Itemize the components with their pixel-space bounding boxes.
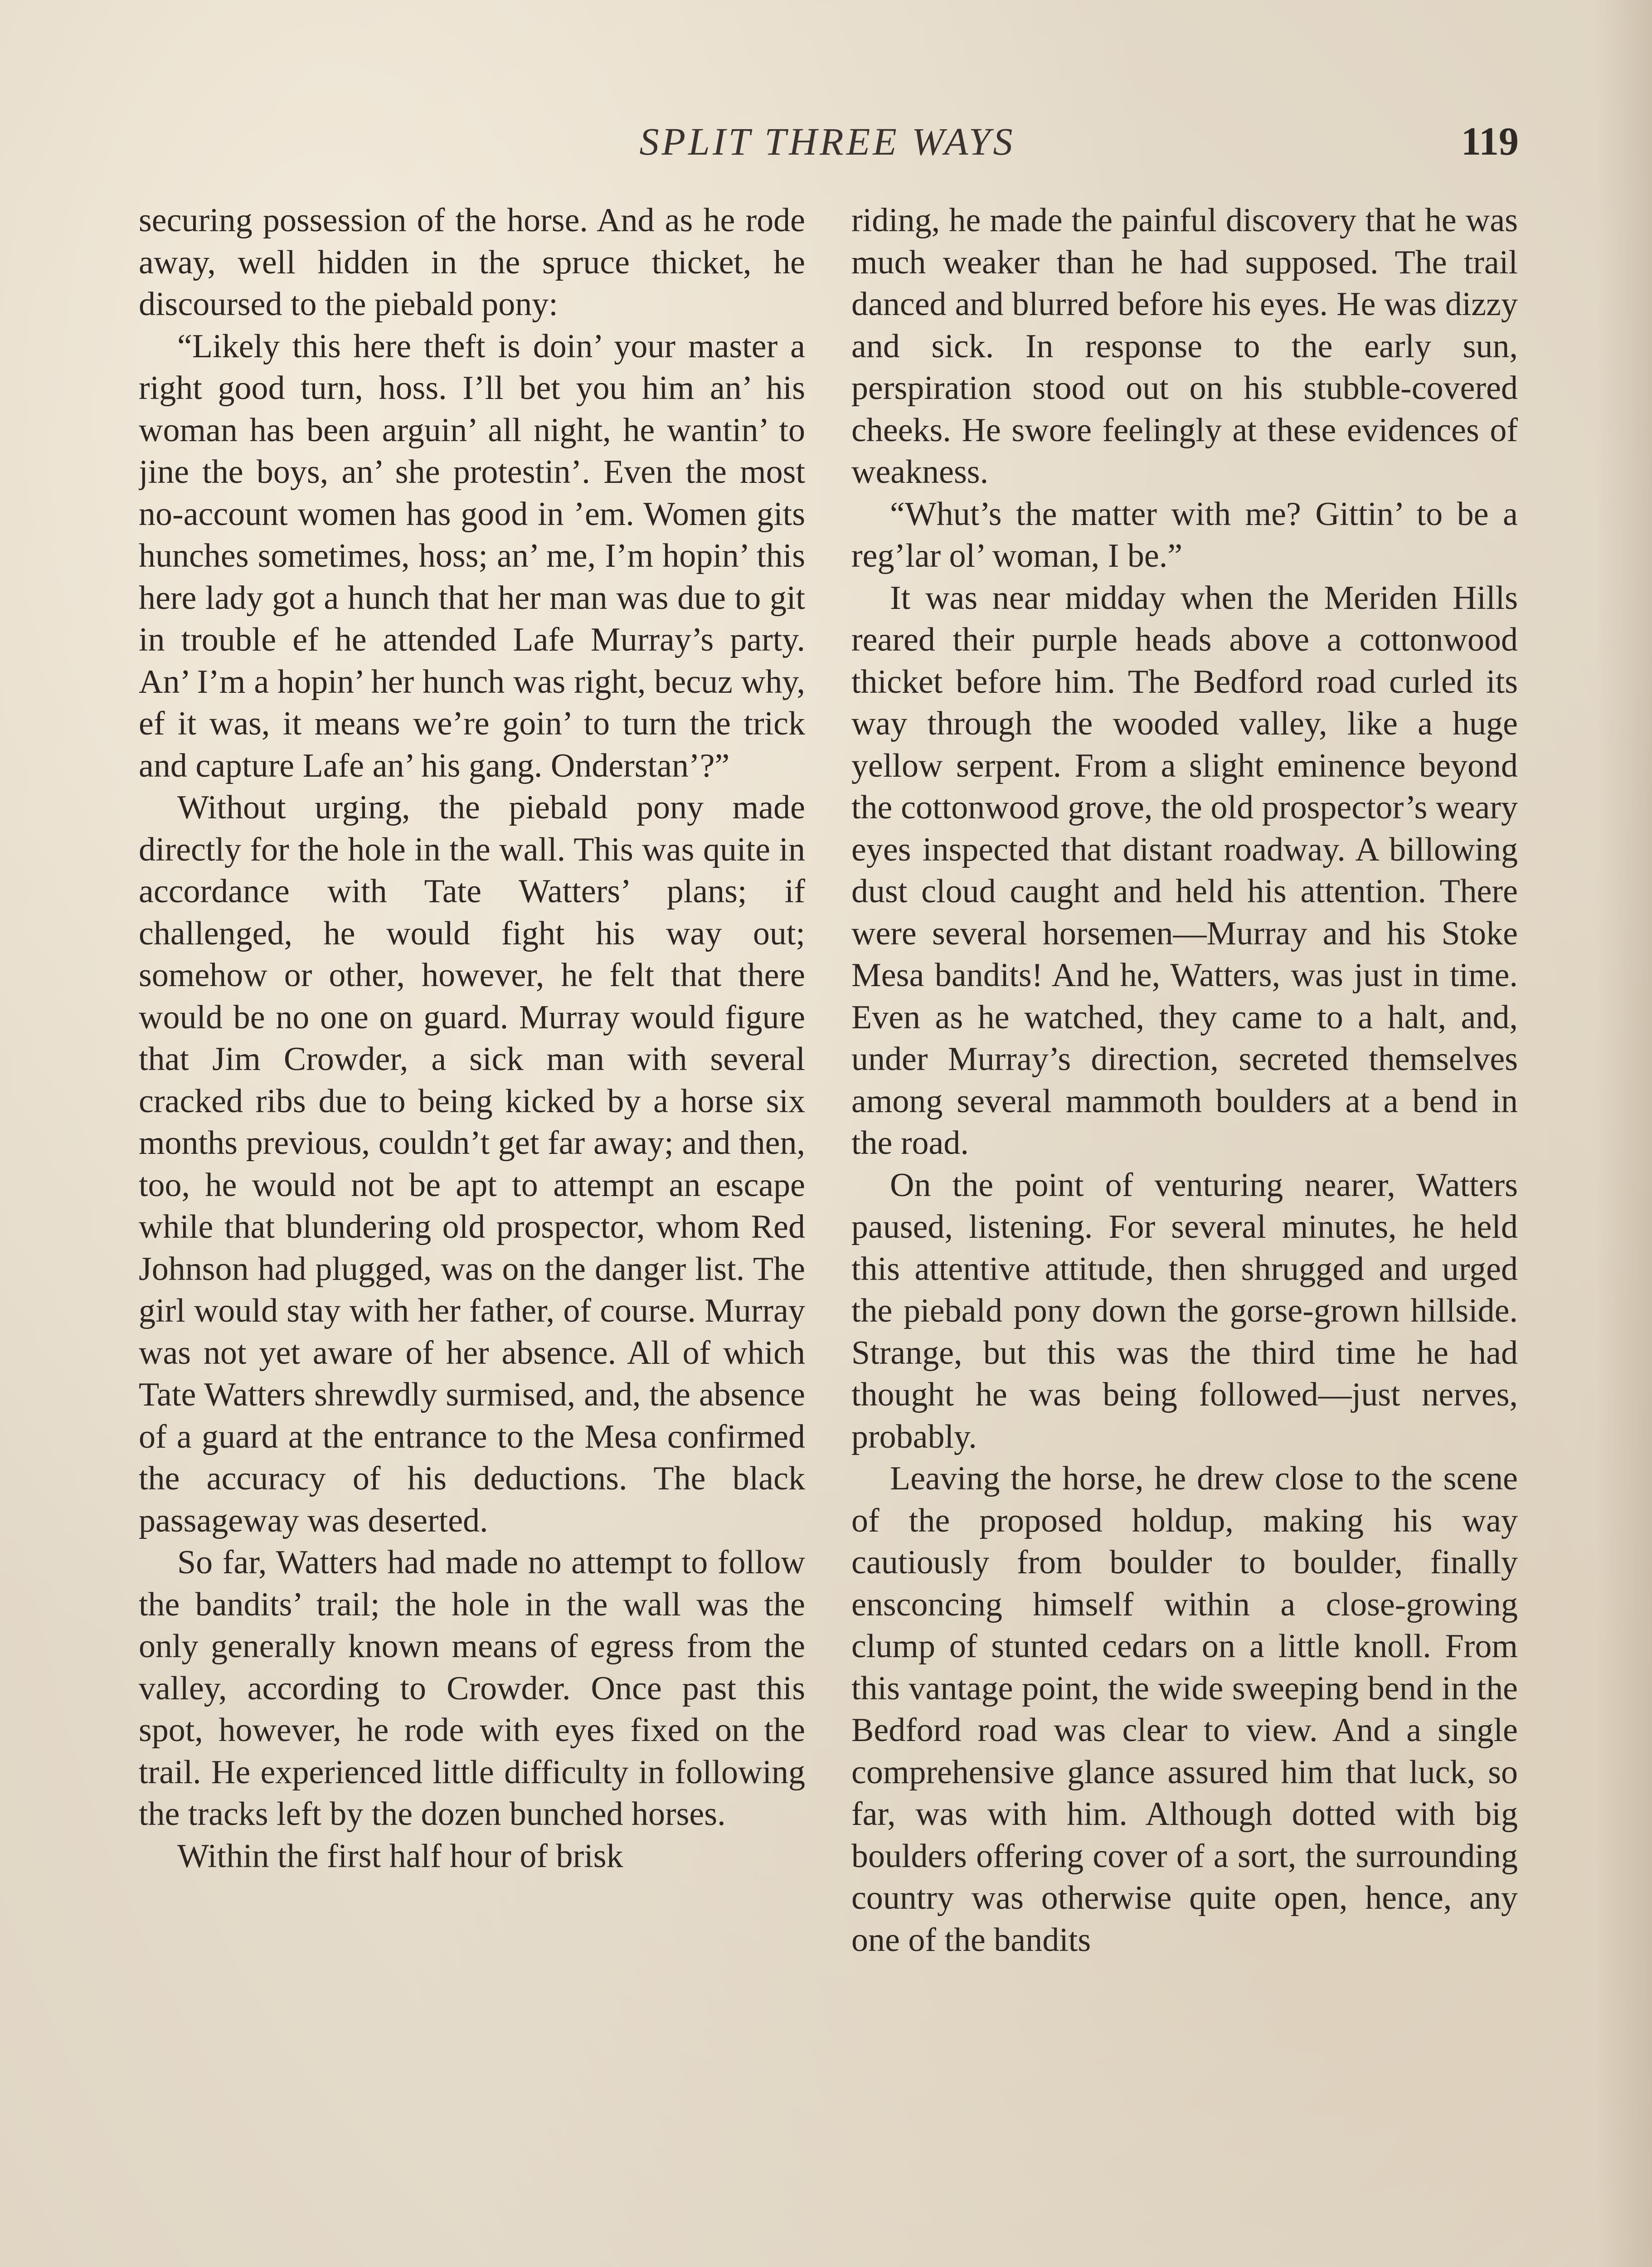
paragraph: “Whut’s the matter with me? Gittin’ to be a reg’lar ol’ woman, I be.” (851, 495, 1518, 574)
paragraph: riding, he made the painful discovery that he was much weaker than he had supposed. The trail danced and blurred before his eyes. He was dizzy and sick. In response to the early sun, perspiration stood out on his stubble-covered cheeks. He swore feelingly at these evidences of weakness. (851, 202, 1518, 491)
paragraph: On the point of venturing nearer, Watters paused, listening. For several minutes, he held this attentive attitude, then shrugged and urged the piebald pony down the gorse-grown hillside. Strange, but this was the third time he had thought he was being followed—just nerves, probably. (851, 1166, 1518, 1455)
right-column (851, 199, 1518, 2267)
paragraph: Within the first half hour of brisk (177, 1837, 623, 1875)
page-number: 119 (1461, 120, 1519, 164)
paragraph: So far, Watters had made no attempt to follow the bandits’ trail; the hole in the wall was the only generally known means of egress from the valley, according to Crowder. Once past this spot, however, he rode with eyes fixed on the trail. He experienced little difficulty in following the tracks left by the dozen bunched horses. (139, 1544, 805, 1833)
page-edge-shadow (1596, 0, 1652, 2267)
left-column (139, 199, 805, 2267)
paragraph: securing possession of the horse. And as he rode away, well hidden in the spruce thicket, he discoursed to the piebald pony: (139, 202, 805, 323)
paragraph: “Likely this here theft is doin’ your master a right good turn, hoss. I’ll bet you him an’ his woman has been arguin’ all night, he wantin’ to jine the boys, an’ she protestin’. Even the most no-account women has good in ’em. Women gits hunches sometimes, hoss; an’ me, I’m hopin’ this here lady got a hunch that her man was due to git in trouble ef he attended Lafe Murray’s party. An’ I’m a hopin’ her hunch was right, becuz why, ef it was, it means we’re goin’ to turn the trick and capture Lafe an’ his gang. Onderstan’?” (139, 327, 805, 784)
running-title: SPLIT THREE WAYS (639, 120, 1015, 163)
paragraph: Without urging, the piebald pony made directly for the hole in the wall. This was quite in accordance with Tate Watters’ plans; if challenged, he would fight his way out; somehow or other, however, he felt that there would be no one on guard. Murray would figure that Jim Crowder, a sick man with several cracked ribs due to being kicked by a horse six months previous, couldn’t get far away; and then, too, he would not be apt to attempt an escape while that blundering old prospector, whom Red Johnson had plugged, was on the danger list. The girl would stay with her father, of course. Murray was not yet aware of her absence. All of which Tate Watters shrewdly surmised, and, the absence of a guard at the entrance to the Mesa confirmed the accuracy of his deductions. The black passageway was deserted. (139, 789, 805, 1539)
paragraph: Leaving the horse, he drew close to the scene of the proposed holdup, making his way cautiously from boulder to boulder, finally ensconcing himself within a close-growing clump of stunted cedars on a little knoll. From this vantage point, the wide sweeping bend in the Bedford road was clear to view. And a single comprehensive glance assured him that luck, so far, was with him. Although dotted with big boulders offering cover of a sort, the surrounding country was otherwise quite open, hence, any one of the bandits (851, 1460, 1518, 1959)
paragraph: It was near midday when the Meriden Hills reared their purple heads above a cottonwood thicket before him. The Bedford road curled its way through the wooded valley, like a huge yellow serpent. From a slight eminence beyond the cottonwood grove, the old prospector’s weary eyes inspected that distant roadway. A billowing dust cloud caught and held his attention. There were several horsemen—Murray and his Stoke Mesa bandits! And he, Watters, was just in time. Even as he watched, they came to a halt, and, under Murray’s direction, secreted themselves among several mammoth boulders at a bend in the road. (851, 579, 1518, 1162)
